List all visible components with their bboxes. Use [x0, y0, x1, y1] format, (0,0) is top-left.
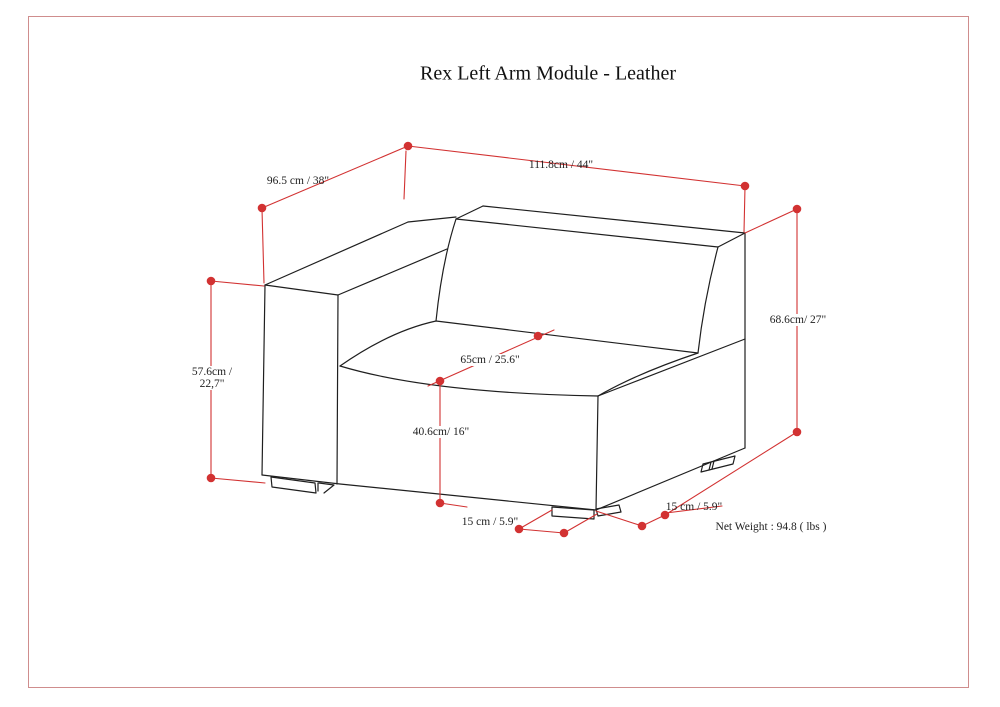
apex-extension-line [404, 151, 406, 199]
front-right-leg-side [596, 505, 621, 516]
dim-dot [404, 142, 413, 151]
dimension-endpoint-dots [207, 142, 802, 538]
right-panel-top-edge [598, 339, 745, 396]
total-depth-label: 96.5 cm / 38" [266, 175, 330, 187]
arm-leg-side [319, 483, 334, 493]
arm-height-label [190, 366, 234, 390]
dim-dot [793, 205, 802, 214]
back-height-label: 68.6cm/ 27" [769, 314, 827, 326]
arm-front-left-edge [262, 285, 265, 475]
seat-back-edge [436, 321, 698, 353]
side-leg-extension-1 [596, 511, 642, 526]
backrest-top-left-cap [456, 206, 483, 219]
arm-height-cm: 57.6cm / [191, 366, 233, 378]
arm-top-front-edge [265, 285, 338, 295]
arm-top-back-edge [408, 217, 456, 222]
depth-extension-line [262, 209, 264, 283]
dim-dot [534, 332, 543, 341]
arm-height-bottom-extension [211, 478, 265, 483]
dim-dot [258, 204, 267, 213]
seat-arm-junction-edge [340, 321, 436, 366]
dim-dot [741, 182, 750, 191]
net-weight-label: Net Weight : 94.8 ( lbs ) [715, 521, 827, 533]
arm-inner-top-edge [338, 249, 447, 295]
arm-leg-front [271, 477, 316, 493]
backrest-right-edge [698, 247, 718, 353]
backrest-left-edge [436, 219, 456, 321]
arm-front-right-edge [337, 295, 338, 484]
front-leg-dim-line [519, 529, 564, 533]
dim-dot [793, 428, 802, 437]
dim-dot [436, 499, 445, 508]
dim-dot [436, 377, 445, 386]
arm-top-left-edge [265, 222, 408, 285]
base-front-right-edge [596, 396, 598, 510]
seat-front-edge [340, 366, 598, 396]
back-height-top-extension [745, 209, 797, 233]
width-extension-line [744, 187, 745, 232]
side-leg-spacing-label: 15 cm / 5.9" [665, 501, 723, 513]
arm-height-top-extension [211, 281, 264, 286]
dim-dot [207, 474, 216, 483]
arm-height-in: 22,7" [199, 378, 225, 390]
total-width-label: 111.8cm / 44" [528, 159, 594, 171]
diagram-title: Rex Left Arm Module - Leather [419, 62, 677, 85]
dim-dot [560, 529, 569, 538]
dim-dot [638, 522, 647, 531]
dimension-lines [211, 146, 797, 533]
front-leg-spacing-label: 15 cm / 5.9" [461, 516, 519, 528]
seat-depth-label: 65cm / 25.6" [460, 354, 520, 366]
backrest-top-back-edge [483, 206, 745, 233]
backrest-top-front-edge [456, 219, 718, 247]
dim-dot [207, 277, 216, 286]
seat-height-label: 40.6cm/ 16" [412, 426, 470, 438]
backrest-top-right-cap [718, 233, 745, 247]
front-leg-extension-1 [519, 510, 552, 529]
